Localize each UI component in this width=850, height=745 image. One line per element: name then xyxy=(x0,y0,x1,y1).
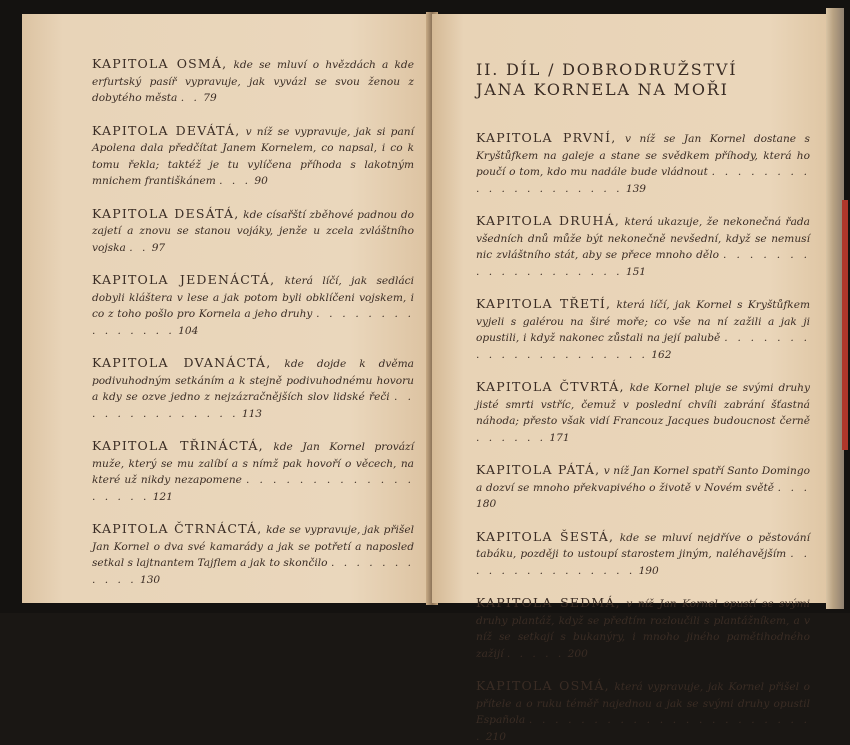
chapter-description: která líčí, jak Kornel s Kryštůfkem vyjeli s galérou na širé moře; co vše na ní zažili a jak ji opustili, i když nakonec zůstali na její palubě xyxy=(476,299,811,344)
toc-entry xyxy=(92,123,414,190)
toc-entry xyxy=(92,206,414,257)
leader-dots: . . . . . . xyxy=(476,431,547,444)
chapter-description: kde se mluví nejdříve o pěstování tabáku, později to ustoupí starostem jiným, naléhavějším xyxy=(476,531,810,560)
chapter-description: v níž Jan Kornel spatří Santo Domingo a dozví se mnoho překvapivého o životě v Novém světě xyxy=(476,465,811,494)
page-number: 162 xyxy=(651,348,672,361)
chapter-description: v níž se vypravuje, jak si paní Apolena dala předčítat Janem Kornelem, co napsal, i co k tomu řekla; taktéž je tu vylíčena příhoda s lakotným mnichem františkánem xyxy=(92,125,414,187)
chapter-heading: KAPITOLA JEDENÁCTÁ, xyxy=(92,272,276,287)
chapter-heading: KAPITOLA ŠESTÁ, xyxy=(476,528,615,544)
page-number: 171 xyxy=(549,431,570,444)
chapter-heading: KAPITOLA DESÁTÁ, xyxy=(92,205,240,221)
toc-entry xyxy=(476,213,810,280)
toc-entry xyxy=(92,521,414,588)
page-number: 113 xyxy=(241,407,263,420)
chapter-heading: KAPITOLA OSMÁ, xyxy=(476,678,610,693)
chapter-heading: KAPITOLA ČTRNÁCTÁ, xyxy=(92,521,263,536)
leader-dots: . . . . . . . . . . . . . . . . . . . . . . . xyxy=(476,714,810,743)
page-number: 97 xyxy=(151,241,166,254)
page-number: 79 xyxy=(203,92,217,104)
page-number: 121 xyxy=(152,490,173,503)
left-page xyxy=(22,14,432,603)
chapter-heading: KAPITOLA SEDMÁ, xyxy=(476,595,621,610)
chapter-description: kde Jan Kornel provází muže, který se mu zalíbí a s nímž pak hovoří o věcech, na které už nikdy nezapomene xyxy=(92,441,414,486)
part-title xyxy=(476,60,810,100)
toc-entry xyxy=(92,438,414,505)
leader-dots: . . xyxy=(180,92,200,104)
toc-entry xyxy=(476,462,810,513)
leader-dots: . . . . . . . . . . . . . . . xyxy=(92,308,414,337)
chapter-description: kde císařští zběhové padnou do zajetí a znovu se stanou vojáky, jenže u zcela zvláštního vojska xyxy=(92,208,414,254)
chapter-description: kde se mluví o hvězdách a kde erfurtský pasíř vypravuje, jak vyvázl se svou ženou z dobytého města xyxy=(92,59,414,104)
toc-entry xyxy=(476,529,810,580)
chapter-heading: KAPITOLA PÁTÁ, xyxy=(476,462,601,477)
page-number: 104 xyxy=(178,324,199,337)
leader-dots: . . . . . . . . . . . . . . . . . . . . xyxy=(476,166,810,195)
chapter-heading: KAPITOLA DVANÁCTÁ, xyxy=(92,355,272,370)
chapter-description: kde dojde k dvěma podivuhodným setkáním a k stejně podivuhodnému hovoru a kdy se ozve jedno z nejzázračnějších slov lidské řeči xyxy=(92,358,414,403)
chapter-description: kde Kornel pluje se svými druhy jisté smrti vstříc, čemuž v poslední chvíli zabrání šťastná náhoda; přesto však vidí Francouz Jacques budoucnost černě xyxy=(476,382,810,427)
leader-dots: . . . . . xyxy=(506,647,565,660)
toc-entry xyxy=(476,379,810,446)
leader-dots: . . . xyxy=(219,175,251,187)
page-number: 190 xyxy=(638,564,659,577)
page-number: 151 xyxy=(625,265,647,278)
toc-entry xyxy=(476,678,810,745)
page-number: 130 xyxy=(139,573,161,586)
toc-entry xyxy=(476,130,810,197)
chapter-heading: KAPITOLA TŘETÍ, xyxy=(476,296,612,311)
page-number: 200 xyxy=(567,647,588,660)
leader-dots: . . . . . . . . . . . . . . . . . . . xyxy=(476,249,810,278)
toc-entry xyxy=(92,56,414,107)
toc-entry xyxy=(92,355,414,422)
page-number: 180 xyxy=(476,498,497,510)
chapter-description: v níž Jan Kornel opustí se svými druhy plantáž, když se předtím rozloučili s plantážníkem, a v níž se setkají s bukanýry, i mnoho jiného pamětihodného zažijí xyxy=(476,598,811,660)
leader-dots: . . . xyxy=(777,481,810,494)
part-title-line: JANA KORNELA NA MOŘI xyxy=(476,80,729,99)
part-title-line: II. DÍL / DOBRODRUŽSTVÍ xyxy=(476,60,738,79)
leader-dots: . . . . . . . . . . . . . . . . . . xyxy=(92,474,414,503)
leader-dots: . . . . . . . . . . . xyxy=(92,557,414,586)
chapter-description: kde se vypravuje, jak přišel Jan Kornel o dva své kamarády a jak se potřetí a naposled setkal s lajtnantem Tajflem a jak to skončilo xyxy=(92,524,414,569)
right-page xyxy=(432,14,828,743)
chapter-description: která vypravuje, jak Kornel přišel o přítele a o ruku téměř najednou a jak se svými druhy opustil Española xyxy=(476,681,810,726)
chapter-heading: KAPITOLA TŘINÁCTÁ, xyxy=(92,438,264,453)
page-number: 139 xyxy=(625,182,647,195)
chapter-description: která ukazuje, že nekonečná řada všedních dnů může být nekonečně nevšední, když se nemusí nic zvláštního stát, aby se přece mnoho dělo xyxy=(476,216,810,261)
page-number: 210 xyxy=(485,730,506,743)
chapter-heading: KAPITOLA DEVÁTÁ, xyxy=(92,122,241,138)
chapter-heading: KAPITOLA DRUHÁ, xyxy=(476,213,621,228)
leader-dots: . . . . . . . . . . . . . . . xyxy=(476,548,811,577)
toc-entry xyxy=(476,595,810,662)
leader-dots: . . . . . . . . . . . . . . . . . . . . . xyxy=(476,332,810,361)
toc-entry xyxy=(476,296,810,363)
chapter-description: která líčí, jak sedláci dobyli kláštera v lese a jak potom byli obklíčeni vojskem, i co z toho pošlo pro Kornela a jeho druhy xyxy=(92,275,414,320)
chapter-heading: KAPITOLA OSMÁ, xyxy=(92,56,228,71)
leader-dots: . . . . . . . . . . . . . . xyxy=(92,391,414,420)
leader-dots: . . xyxy=(129,241,149,254)
chapter-heading: KAPITOLA ČTVRTÁ, xyxy=(476,379,625,394)
toc-entry xyxy=(92,272,414,339)
page-number: 90 xyxy=(254,175,268,187)
bookmark-ribbon xyxy=(842,200,848,450)
chapter-description: v níž se Jan Kornel dostane s Kryštůfkem na galeje a stane se svědkem příhody, která ho poučí o tom, kdo mu nadále bude vládnout xyxy=(476,133,810,178)
chapter-heading: KAPITOLA PRVNÍ, xyxy=(476,130,617,145)
